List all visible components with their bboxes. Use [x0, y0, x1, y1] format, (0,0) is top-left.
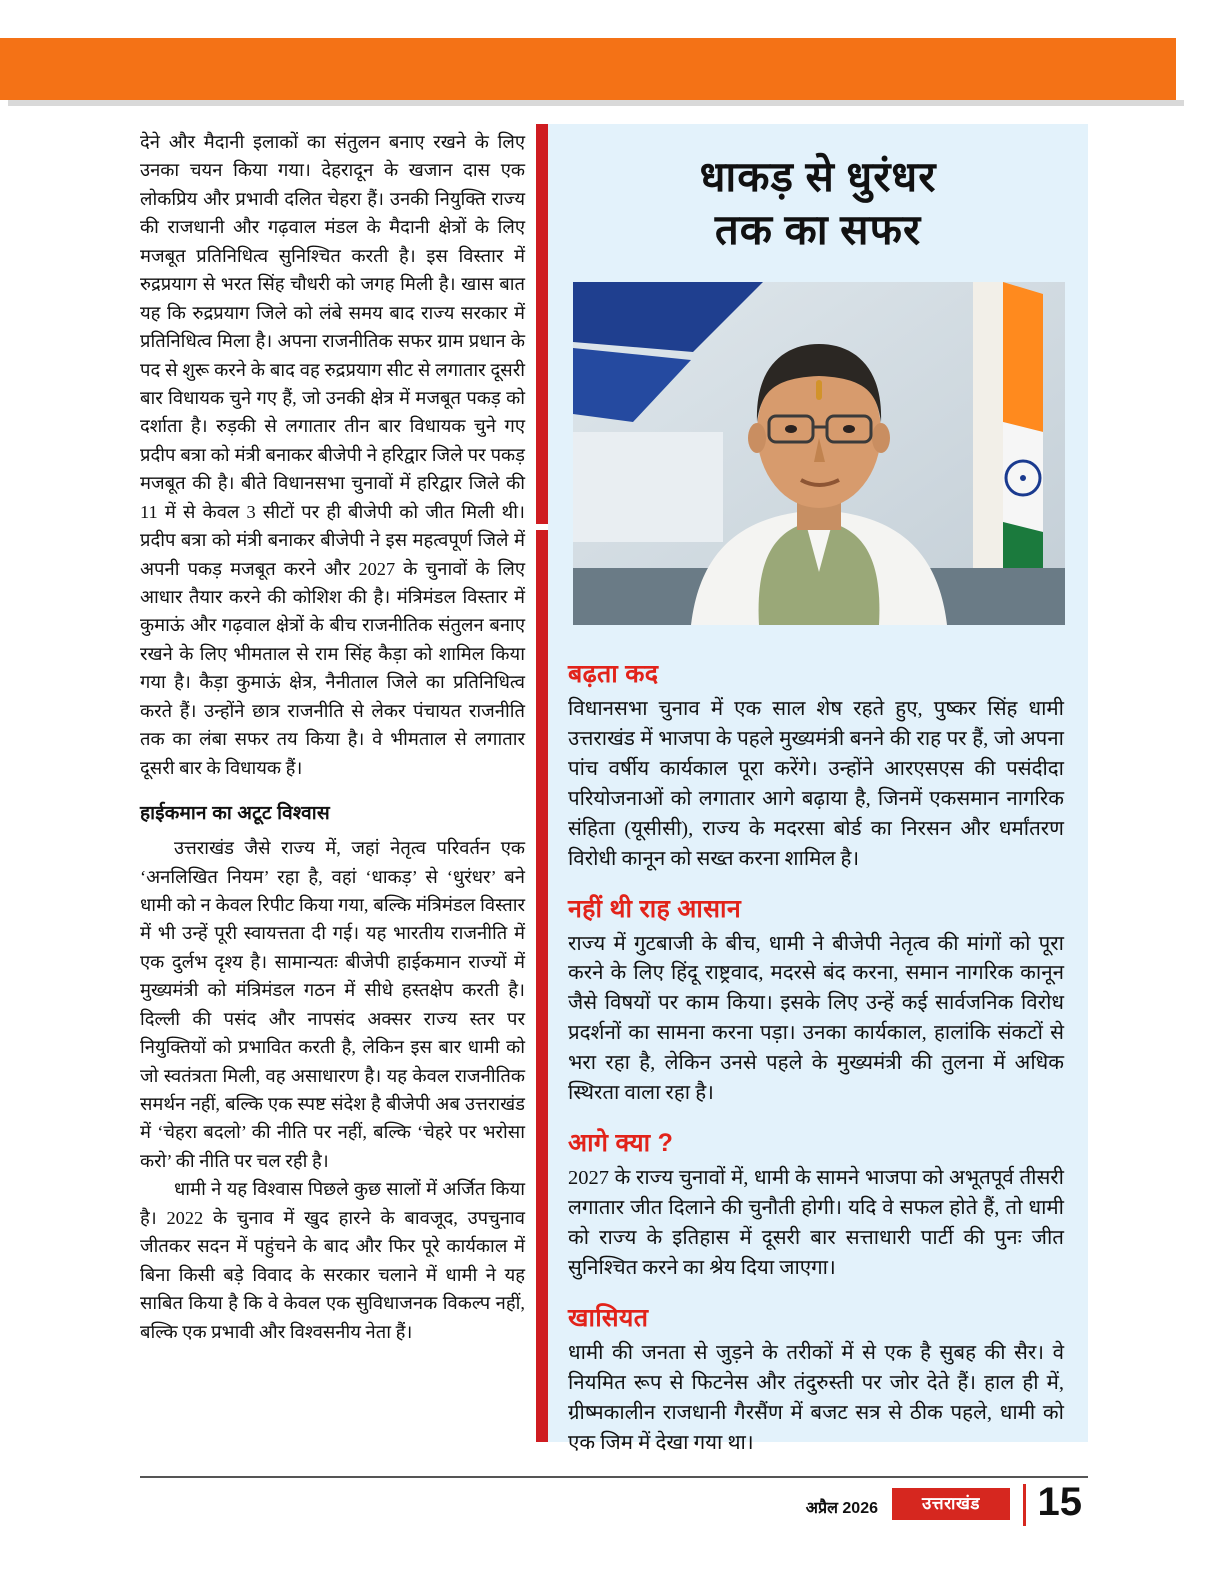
section-subheading: हाईकमान का अटूट विश्वास [140, 803, 330, 825]
body-paragraph: देने और मैदानी इलाकों का संतुलन बनाए रखने के लिए उनका चयन किया गया। देहरादून के खजान दास एक लोकप्रिय और प्रभावी दलित चेहरा हैं। उनकी नियुक्ति राज्य की राजधानी और गढ़वाल मंडल के मैदानी क्षेत्रों के लिए मजबूत प्रतिनिधित्व सुनिश्चित करती है। इस विस्तार में रुद्रप्रयाग से भरत सिंह चौधरी को जगह मिली है। खास बात यह कि रुद्रप्रयाग जिले को लंबे समय बाद राज्य सरकार में प्रतिनिधित्व मिला है। अपना राजनीतिक सफर ग्राम प्रधान के पद से शुरू करने के बाद वह रुद्रप्रयाग सीट से लगातार दूसरी बार विधायक चुने गए हैं, जो उनकी क्षेत्र में मजबूत पकड़ को दर्शाता है। रुड़की से लगातार तीन बार विधायक चुने गए प्रदीप बत्रा को मंत्री बनाकर बीजेपी ने हरिद्वार जिले पर पकड़ मजबूत की है। बीते विधानसभा चुनावों में हरिद्वार जिले की 11 में से केवल 3 सीटों पर ही बीजेपी को जीत मिली थी। प्रदीप बत्रा को मंत्री बनाकर बीजेपी ने इस महत्वपूर्ण जिले में अपनी पकड़ मजबूत करने और 2027 के चुनावों के लिए आधार तैयार करने की कोशिश की है। मंत्रिमंडल विस्तार में कुमाऊं और गढ़वाल क्षेत्रों के बीच राजनीतिक संतुलन बनाए रखने के लिए भीमताल से राम सिंह कैड़ा को शामिल किया गया है। कैड़ा कुमाऊं क्षेत्र, नैनीताल जिले का प्रतिनिधित्व करते हैं। उन्होंने छात्र राजनीति से लेकर पंचायत राजनीति तक का लंबा सफर तय किया है। वे भीमताल से लगातार दूसरी बार के विधायक हैं। [140, 132, 525, 778]
sidebar-section [548, 1300, 1088, 1459]
sidebar-section-heading: बढ़ता कद [568, 660, 659, 688]
sidebar-section-body: धामी की जनता से जुड़ने के तरीकों में से एक है सुबह की सैर। वे नियमित रूप से फिटनेस और तंदुरुस्ती पर जोर देते हैं। हाल ही में, ग्रीष्मकालीन राजधानी गैरसैंण में बजट सत्र से ठीक पहले, धामी को एक जिम में देखा गया था। [568, 1341, 1064, 1454]
sidebar-section-body: राज्य में गुटबाजी के बीच, धामी ने बीजेपी नेतृत्व की मांगों को पूरा करने के लिए हिंदू राष्ट्रवाद, मदरसे बंद करना, समान नागरिक कानून जैसे विषयों पर काम किया। इसके लिए उन्हें कई सार्वजनिक विरोध प्रदर्शनों का सामना करना पड़ा। उनका कार्यकाल, हालांकि संकटों से भरा रहा है, लेकिन उनसे पहले के मुख्यमंत्री की तुलना में अधिक स्थिरता वाला रहा है। [568, 932, 1064, 1105]
headline-line-1: धाकड़ से धुरंधर [699, 155, 937, 201]
sidebar-section-heading: नहीं थी राह आसान [568, 894, 741, 923]
sidebar-section [548, 891, 1088, 1110]
sidebar-section-heading: खासियत [568, 1303, 649, 1332]
sidebar-section-heading: आगे क्या ? [568, 1129, 674, 1158]
footer-issue-date: अप्रैल 2026 [805, 1500, 878, 1517]
top-orange-band [0, 38, 1176, 100]
page-number: 15 [1037, 1480, 1082, 1524]
body-paragraph: उत्तराखंड जैसे राज्य में, जहां नेतृत्व परिवर्तन एक ‘अनलिखित नियम’ रहा है, वहां ‘धाकड़’ से ‘धुरंधर’ बने धामी को न केवल रिपीट किया गया, बल्कि मंत्रिमंडल विस्तार में भी उन्हें पूरी स्वायत्तता दी गई। यह भारतीय राजनीति में एक दुर्लभ दृश्य है। सामान्यतः बीजेपी हाईकमान राज्यों में मुख्यमंत्री को मंत्रिमंडल गठन में सीधे हस्तक्षेप करती है। दिल्ली की पसंद और नापसंद अक्सर राज्य स्तर पर नियुक्तियों को प्रभावित करती है, लेकिन इस बार धामी को जो स्वतंत्रता मिली, वह असाधारण है। यह केवल राजनीतिक समर्थन नहीं, बल्कि एक स्पष्ट संदेश है बीजेपी अब उत्तराखंड में ‘चेहरा बदलो’ की नीति पर नहीं, बल्कि ‘चेहरे पर भरोसा करो’ की नीति पर चल रही है। [140, 838, 525, 1171]
sidebar-section-body: विधानसभा चुनाव में एक साल शेष रहते हुए, पुष्कर सिंह धामी उत्तराखंड में भाजपा के पहले मुख्यमंत्री बनने की राह पर हैं, जो अपना पांच वर्षीय कार्यकाल पूरा करेंगे। उन्होंने आरएसएस की पसंदीदा परियोजनाओं को लगातार आगे बढ़ाया है, जिनमें एकसमान नागरिक संहिता (यूसीसी), राज्य के मदरसा बोर्ड का निरसन और धर्मांतरण विरोधी कानून को सख्त करना शामिल है। [568, 698, 1064, 870]
portrait-photo [573, 282, 1065, 625]
magazine-logo: उत्तराखंड [892, 1488, 1010, 1520]
sidebar-section [548, 1125, 1088, 1284]
portrait-photo-graphic [573, 282, 1065, 625]
footer-separator [1023, 1484, 1026, 1526]
top-band-shadow [8, 100, 1184, 106]
sidebar-headline [548, 124, 1088, 257]
sidebar-sections [548, 640, 1088, 1458]
footer-divider [140, 1476, 1088, 1478]
headline-line-2: तक का सफर [714, 207, 922, 254]
body-paragraph: धामी ने यह विश्वास पिछले कुछ सालों में अर्जित किया है। 2022 के चुनाव में खुद हारने के बावजूद, उपचुनाव जीतकर सदन में पहुंचने के बाद और फिर पूरे कार्यकाल में बिना किसी बड़े विवाद के सरकार चलाने में धामी ने यह साबित किया है कि वे केवल एक सुविधाजनक विकल्प नहीं, बल्कि एक प्रभावी और विश्वसनीय नेता हैं। [140, 1179, 525, 1342]
page-footer [140, 1482, 1088, 1542]
sidebar-section [548, 656, 1088, 875]
sidebar-panel [548, 124, 1088, 1454]
left-text-column [140, 128, 525, 1346]
sidebar-section-body: 2027 के राज्य चुनावों में, धामी के सामने भाजपा को अभूतपूर्व तीसरी लगातार जीत दिलाने की चुनौती होगी। यदि वे सफल होते हैं, तो धामी को राज्य के इतिहास में दूसरी बार सत्ताधारी पार्टी की पुनः जीत सुनिश्चित करने का श्रेय दिया जाएगा। [568, 1167, 1064, 1279]
